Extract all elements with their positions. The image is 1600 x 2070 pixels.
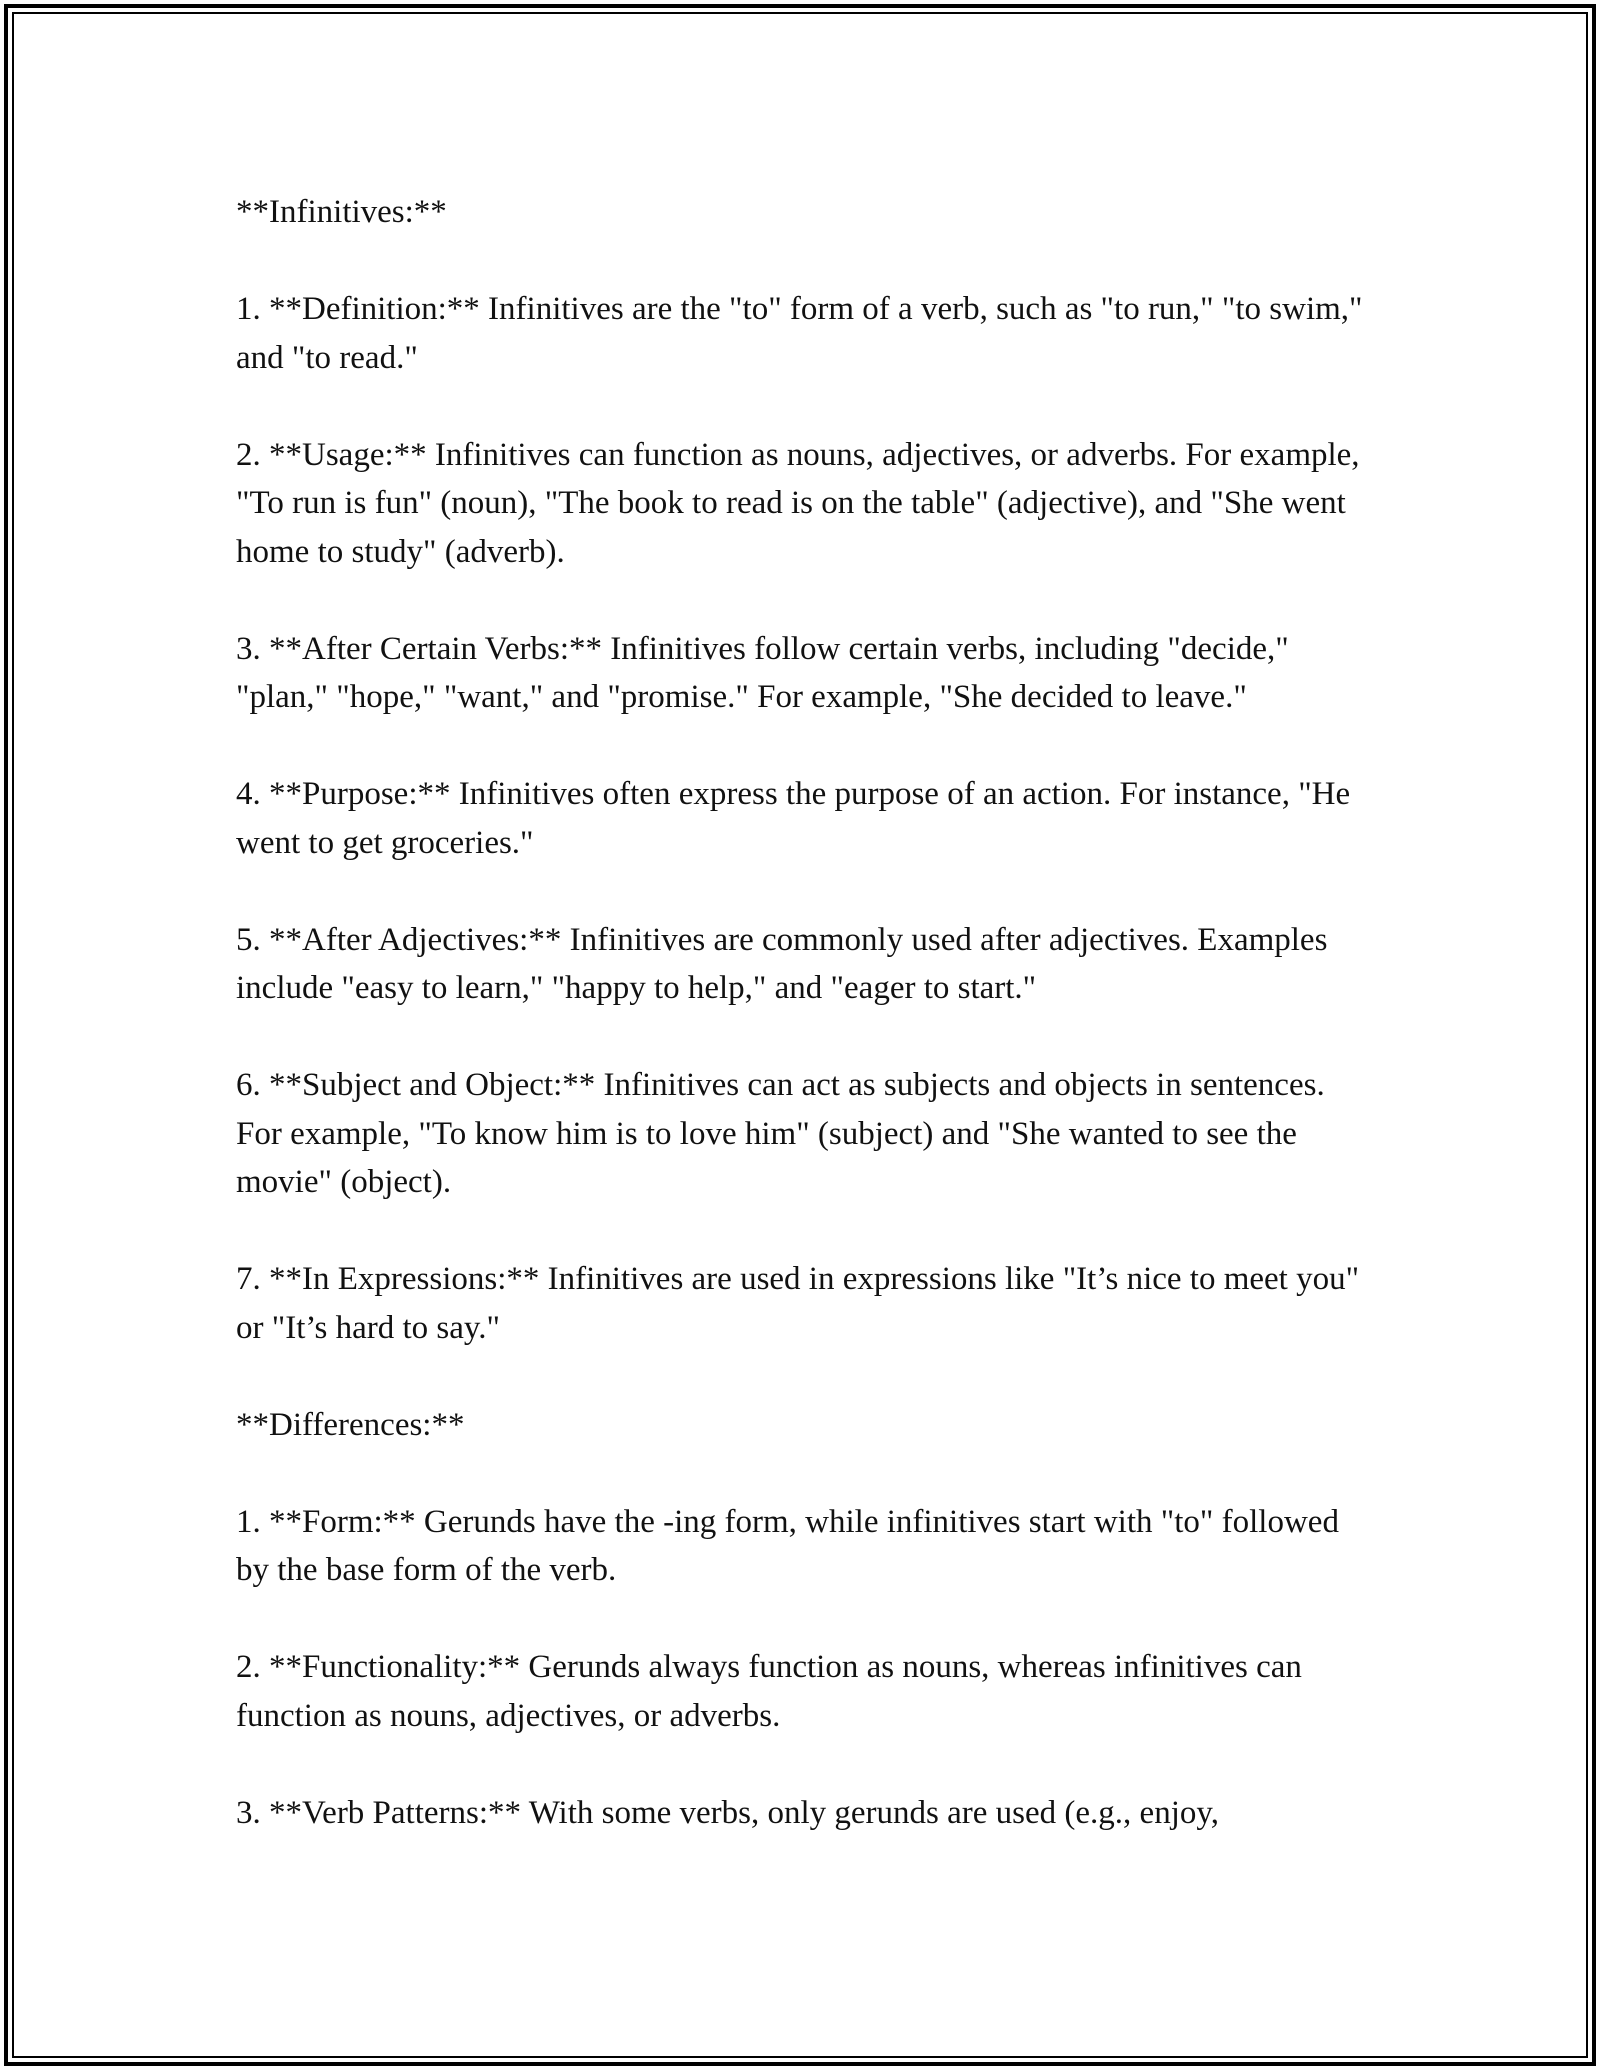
paragraph-purpose: 4. **Purpose:** Infinitives often express the purpose of an action. For instance, "He went to get groceries.": [236, 776, 1351, 861]
paragraph-subject-and-object: 6. **Subject and Object:** Infinitives can act as subjects and objects in sentences. For example, "To know him is to love him" (subject) and "She wanted to see the movie" (object).: [236, 1067, 1325, 1200]
section-heading-differences: **Differences:**: [236, 1406, 465, 1443]
document-body: [236, 188, 1366, 1837]
paragraph-form: 1. **Form:** Gerunds have the -ing form, while infinitives start with "to" followed by the base form of the verb.: [236, 1503, 1339, 1588]
paragraph-functionality: 2. **Functionality:** Gerunds always function as nouns, whereas infinitives can function as nouns, adjectives, or adverbs.: [236, 1649, 1302, 1734]
paragraph-usage: 2. **Usage:** Infinitives can function as nouns, adjectives, or adverbs. For example, "To run is fun" (noun), "The book to read is on the table" (adjective), and "She went home to study" (adverb).: [236, 436, 1360, 570]
section-heading-infinitives: **Infinitives:**: [236, 194, 447, 230]
paragraph-after-adjectives: 5. **After Adjectives:** Infinitives are commonly used after adjectives. Examples include "easy to learn," "happy to help," and "eager to start.": [236, 921, 1328, 1006]
paragraph-verb-patterns: 3. **Verb Patterns:** With some verbs, only gerunds are used (e.g., enjoy,: [236, 1794, 1219, 1831]
paragraph-after-certain-verbs: 3. **After Certain Verbs:** Infinitives follow certain verbs, including "decide," "plan," "hope," "want," and "promise." For example, "She decided to leave.": [236, 630, 1289, 715]
paragraph-definition: 1. **Definition:** Infinitives are the "to" form of a verb, such as "to run," "to swim," and "to read.": [236, 291, 1363, 376]
paragraph-in-expressions: 7. **In Expressions:** Infinitives are used in expressions like "It’s nice to meet you" or "It’s hard to say.": [236, 1261, 1360, 1346]
